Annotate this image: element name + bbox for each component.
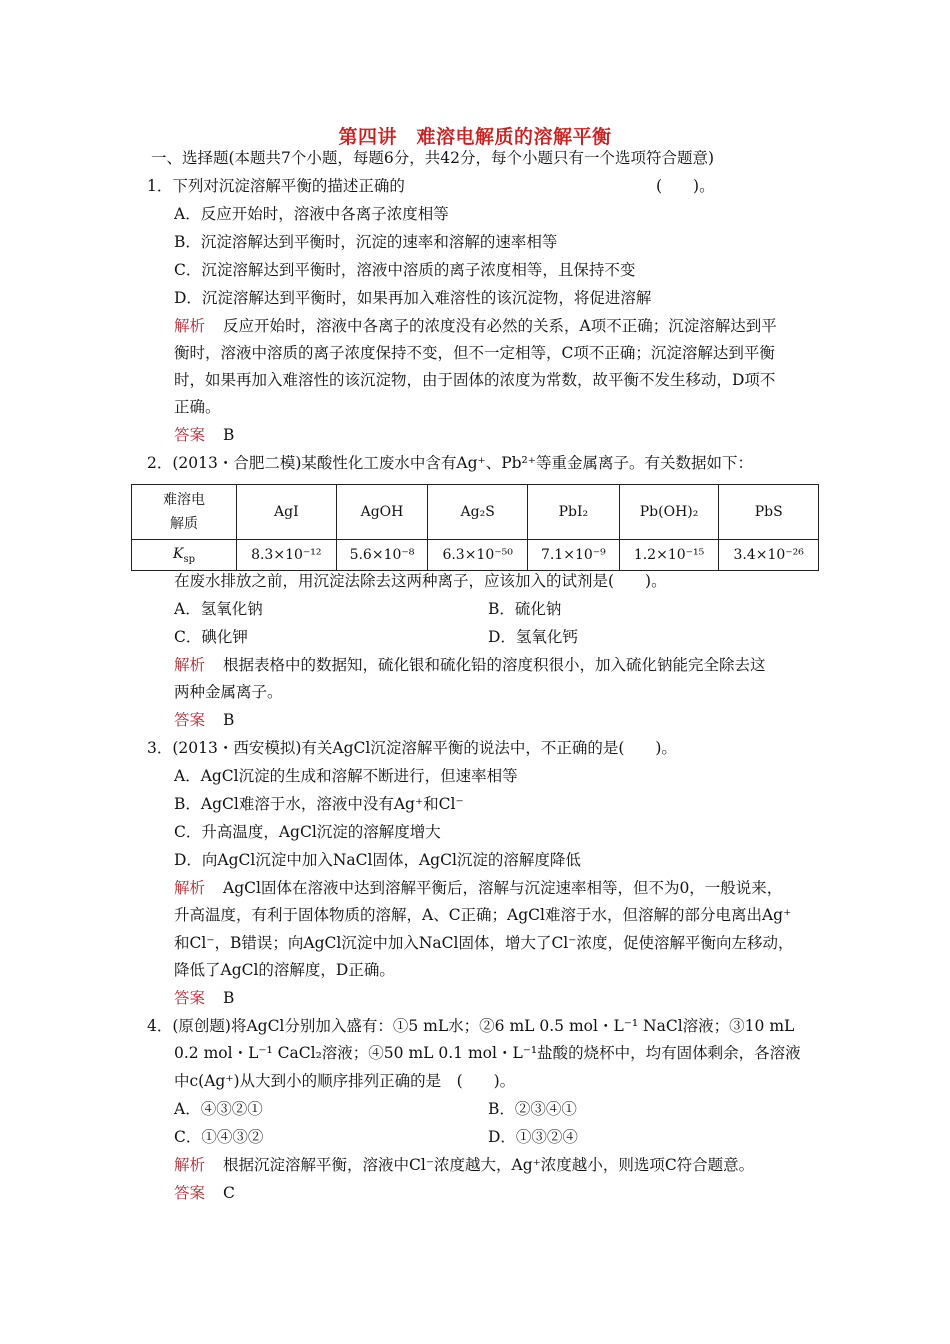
q1-option-b: B．沉淀溶解达到平衡时，沉淀的速率和溶解的速率相等 bbox=[174, 233, 558, 251]
q3-stem: 3．(2013・西安模拟)有关AgCl沉淀溶解平衡的说法中，不正确的是( )。 bbox=[147, 739, 677, 757]
q4-option-d: D．①③②④ bbox=[488, 1128, 578, 1146]
q1-option-c: C．沉淀溶解达到平衡时，溶液中溶质的离子浓度相等，且保持不变 bbox=[174, 261, 636, 279]
q4-answer: 答案 C bbox=[174, 1184, 235, 1202]
ksp-value-cell: 5.6×10⁻⁸ bbox=[336, 540, 428, 571]
answer-label: 答案 bbox=[174, 711, 206, 729]
q4-option-a: A．④③②① bbox=[174, 1100, 263, 1118]
ksp-value-cell: 3.4×10⁻²⁶ bbox=[719, 540, 819, 571]
q1-analysis-line: 衡时，溶液中溶质的离子浓度保持不变，但不一定相等，C项不正确；沉淀溶解达到平衡 bbox=[174, 344, 775, 362]
q3-option-a: A．AgCl沉淀的生成和溶解不断进行，但速率相等 bbox=[174, 767, 518, 785]
ksp-table bbox=[131, 484, 819, 571]
q3-option-d: D．向AgCl沉淀中加入NaCl固体，AgCl沉淀的溶解度降低 bbox=[174, 851, 581, 869]
q4-option-b: B．②③④① bbox=[488, 1100, 577, 1118]
answer-label: 答案 bbox=[174, 426, 206, 444]
q2-analysis: 解析 根据表格中的数据知，硫化银和硫化铅的溶度积很小，加入硫化钠能完全除去这 bbox=[174, 656, 766, 674]
q1-analysis: 解析 反应开始时，溶液中各离子的浓度没有必然的关系，A项不正确；沉淀溶解达到平 bbox=[174, 317, 777, 335]
q2-option-b: B．硫化钠 bbox=[488, 600, 562, 618]
q4-option-c: C．①④③② bbox=[174, 1128, 264, 1146]
q2-option-c: C．碘化钾 bbox=[174, 628, 248, 646]
analysis-label: 解析 bbox=[174, 317, 206, 335]
q2-stem: 2．(2013・合肥二模)某酸性化工废水中含有Ag⁺、Pb²⁺等重金属离子。有关数据如下： bbox=[147, 454, 753, 472]
ksp-value-cell: 1.2×10⁻¹⁵ bbox=[619, 540, 719, 571]
compound-cell: AgI bbox=[237, 485, 337, 540]
compound-cell: Ag₂S bbox=[428, 485, 528, 540]
ksp-value-cell: 7.1×10⁻⁹ bbox=[527, 540, 619, 571]
q3-analysis-line: 升高温度，有利于固体物质的溶解，A、C正确；AgCl难溶于水，但溶解的部分电离出Ag⁺ bbox=[174, 906, 792, 924]
compound-cell: PbI₂ bbox=[527, 485, 619, 540]
analysis-label: 解析 bbox=[174, 879, 206, 897]
table-header-cell: 难溶电 解质 bbox=[132, 485, 237, 540]
q4-stem-line: 中c(Ag⁺)从大到小的顺序排列正确的是 ( )。 bbox=[174, 1072, 516, 1090]
q2-analysis-line: 两种金属离子。 bbox=[174, 683, 283, 701]
q1-option-a: A．反应开始时，溶液中各离子浓度相等 bbox=[174, 205, 449, 223]
answer-label: 答案 bbox=[174, 989, 206, 1007]
compound-cell: AgOH bbox=[336, 485, 428, 540]
q3-analysis-line: 和Cl⁻，B错误；向AgCl沉淀中加入NaCl固体，增大了Cl⁻浓度，促使溶解平衡向左移动， bbox=[174, 934, 794, 952]
q3-option-b: B．AgCl难溶于水，溶液中没有Ag⁺和Cl⁻ bbox=[174, 795, 464, 813]
q3-analysis-line: 降低了AgCl的溶解度，D正确。 bbox=[174, 961, 395, 979]
page-title: 第四讲 难溶电解质的溶解平衡 bbox=[338, 126, 612, 148]
ksp-value-cell: 6.3×10⁻⁵⁰ bbox=[428, 540, 528, 571]
q3-answer: 答案 B bbox=[174, 989, 235, 1007]
q2-option-d: D．氢氧化钙 bbox=[488, 628, 578, 646]
q1-option-d: D．沉淀溶解达到平衡时，如果再加入难溶性的该沉淀物，将促进溶解 bbox=[174, 289, 652, 307]
analysis-label: 解析 bbox=[174, 656, 206, 674]
ksp-label-cell: $K_{sp}$ bbox=[132, 540, 237, 571]
compound-cell: Pb(OH)₂ bbox=[619, 485, 719, 540]
compound-cell: PbS bbox=[719, 485, 819, 540]
q2-answer: 答案 B bbox=[174, 711, 235, 729]
q4-stem-line: 0.2 mol・L⁻¹ CaCl₂溶液；④50 mL 0.1 mol・L⁻¹盐酸的烧杯中，均有固体剩余，各溶液 bbox=[174, 1044, 801, 1062]
q2-follow: 在废水排放之前，用沉淀法除去这两种离子，应该加入的试剂是( )。 bbox=[174, 572, 667, 590]
q1-blank: ( )。 bbox=[656, 177, 715, 195]
q1-analysis-line: 正确。 bbox=[174, 398, 221, 416]
answer-label: 答案 bbox=[174, 1184, 206, 1202]
q1-stem: 1．下列对沉淀溶解平衡的描述正确的 bbox=[147, 177, 405, 195]
ksp-value-cell: 8.3×10⁻¹² bbox=[237, 540, 337, 571]
q3-option-c: C．升高温度，AgCl沉淀的溶解度增大 bbox=[174, 823, 441, 841]
q4-stem: 4．(原创题)将AgCl分别加入盛有：①5 mL水；②6 mL 0.5 mol・L⁻¹ NaCl溶液；③10 mL bbox=[147, 1017, 795, 1035]
section-header: 一、选择题(本题共7个小题，每题6分，共42分，每个小题只有一个选项符合题意) bbox=[151, 149, 715, 167]
q1-answer: 答案 B bbox=[174, 426, 235, 444]
q1-analysis-line: 时，如果再加入难溶性的该沉淀物，由于固体的浓度为常数，故平衡不发生移动，D项不 bbox=[174, 371, 776, 389]
analysis-label: 解析 bbox=[174, 1156, 206, 1174]
q2-option-a: A．氢氧化钠 bbox=[174, 600, 263, 618]
q4-analysis: 解析 根据沉淀溶解平衡，溶液中Cl⁻浓度越大，Ag⁺浓度越小，则选项C符合题意。 bbox=[174, 1156, 755, 1174]
q3-analysis: 解析 AgCl固体在溶液中达到溶解平衡后，溶解与沉淀速率相等，但不为0，一般说来， bbox=[174, 879, 783, 897]
